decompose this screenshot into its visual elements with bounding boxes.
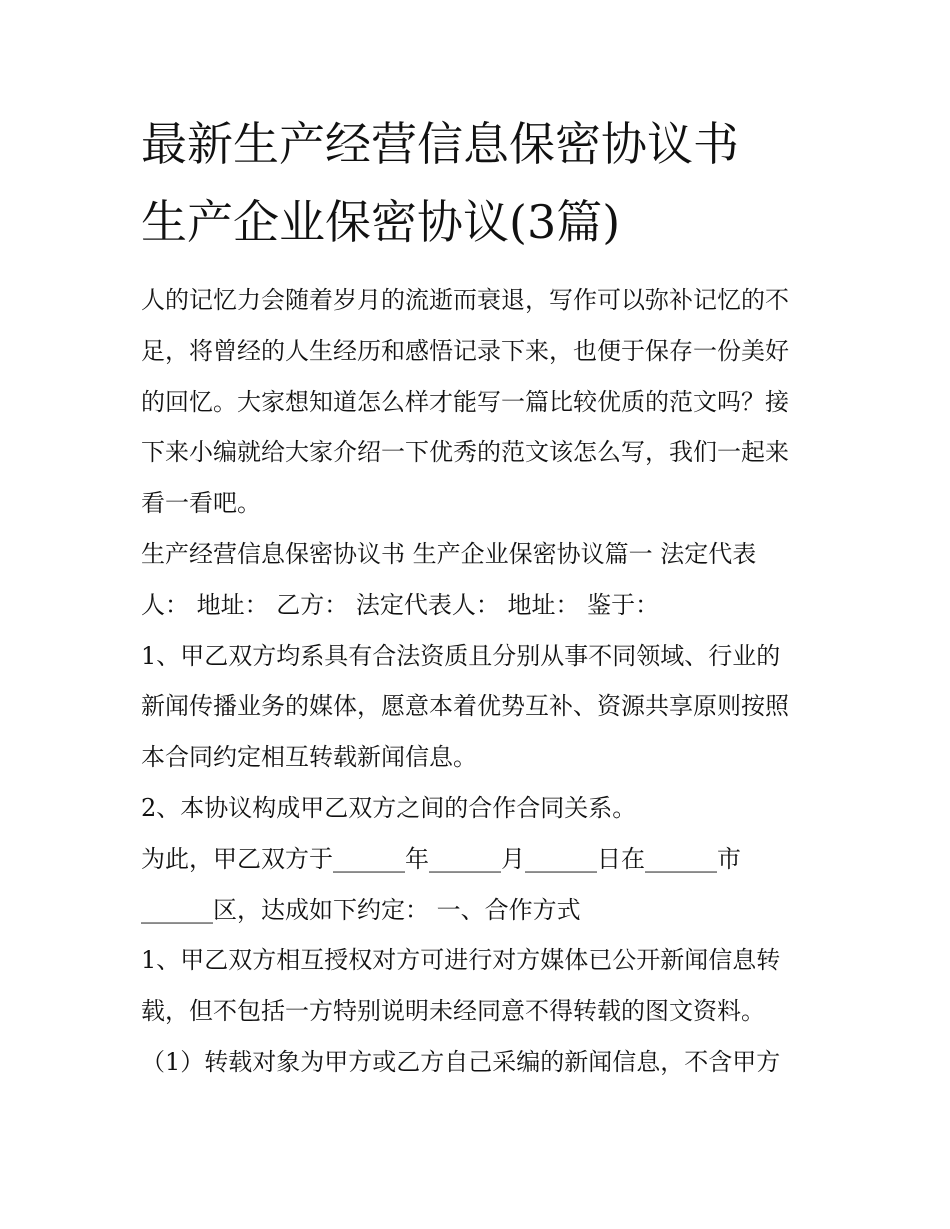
body-line: 为此，甲乙双方于______年______月______日在______市 xyxy=(141,845,741,873)
body-line: 足，将曾经的人生经历和感悟记录下来，也便于保存一份美好 xyxy=(141,337,789,365)
body-line: 1、甲乙双方相互授权对方可进行对方媒体已公开新闻信息转 xyxy=(141,946,781,974)
body-line: 下来小编就给大家介绍一下优秀的范文该怎么写，我们一起来 xyxy=(141,438,789,466)
body-line: 1、甲乙双方均系具有合法资质且分别从事不同领域、行业的 xyxy=(141,642,781,670)
body-line: 人： 地址： 乙方： 法定代表人： 地址： 鉴于： xyxy=(141,591,660,619)
body-line: ______区，达成如下约定： 一、合作方式 xyxy=(141,896,581,924)
body-line: 载，但不包括一方特别说明未经同意不得转载的图文资料。 xyxy=(141,997,765,1025)
body-line: 生产经营信息保密协议书 生产企业保密协议篇一 法定代表 xyxy=(141,540,757,568)
body-line: 2、本协议构成甲乙双方之间的合作合同关系。 xyxy=(141,794,637,822)
body-line: 的回忆。大家想知道怎么样才能写一篇比较优质的范文吗？接 xyxy=(141,388,789,416)
body-line: （1）转载对象为甲方或乙方自己采编的新闻信息，不含甲方 xyxy=(141,1048,781,1076)
body-line: 看一看吧。 xyxy=(141,489,261,517)
document-title-line-1: 最新生产经营信息保密协议书 xyxy=(141,117,739,171)
body-line: 人的记忆力会随着岁月的流逝而衰退，写作可以弥补记忆的不 xyxy=(141,286,789,314)
document-title-line-2: 生产企业保密协议(3篇) xyxy=(141,195,621,249)
body-line: 新闻传播业务的媒体，愿意本着优势互补、资源共享原则按照 xyxy=(141,692,789,720)
body-line: 本合同约定相互转载新闻信息。 xyxy=(141,743,477,771)
